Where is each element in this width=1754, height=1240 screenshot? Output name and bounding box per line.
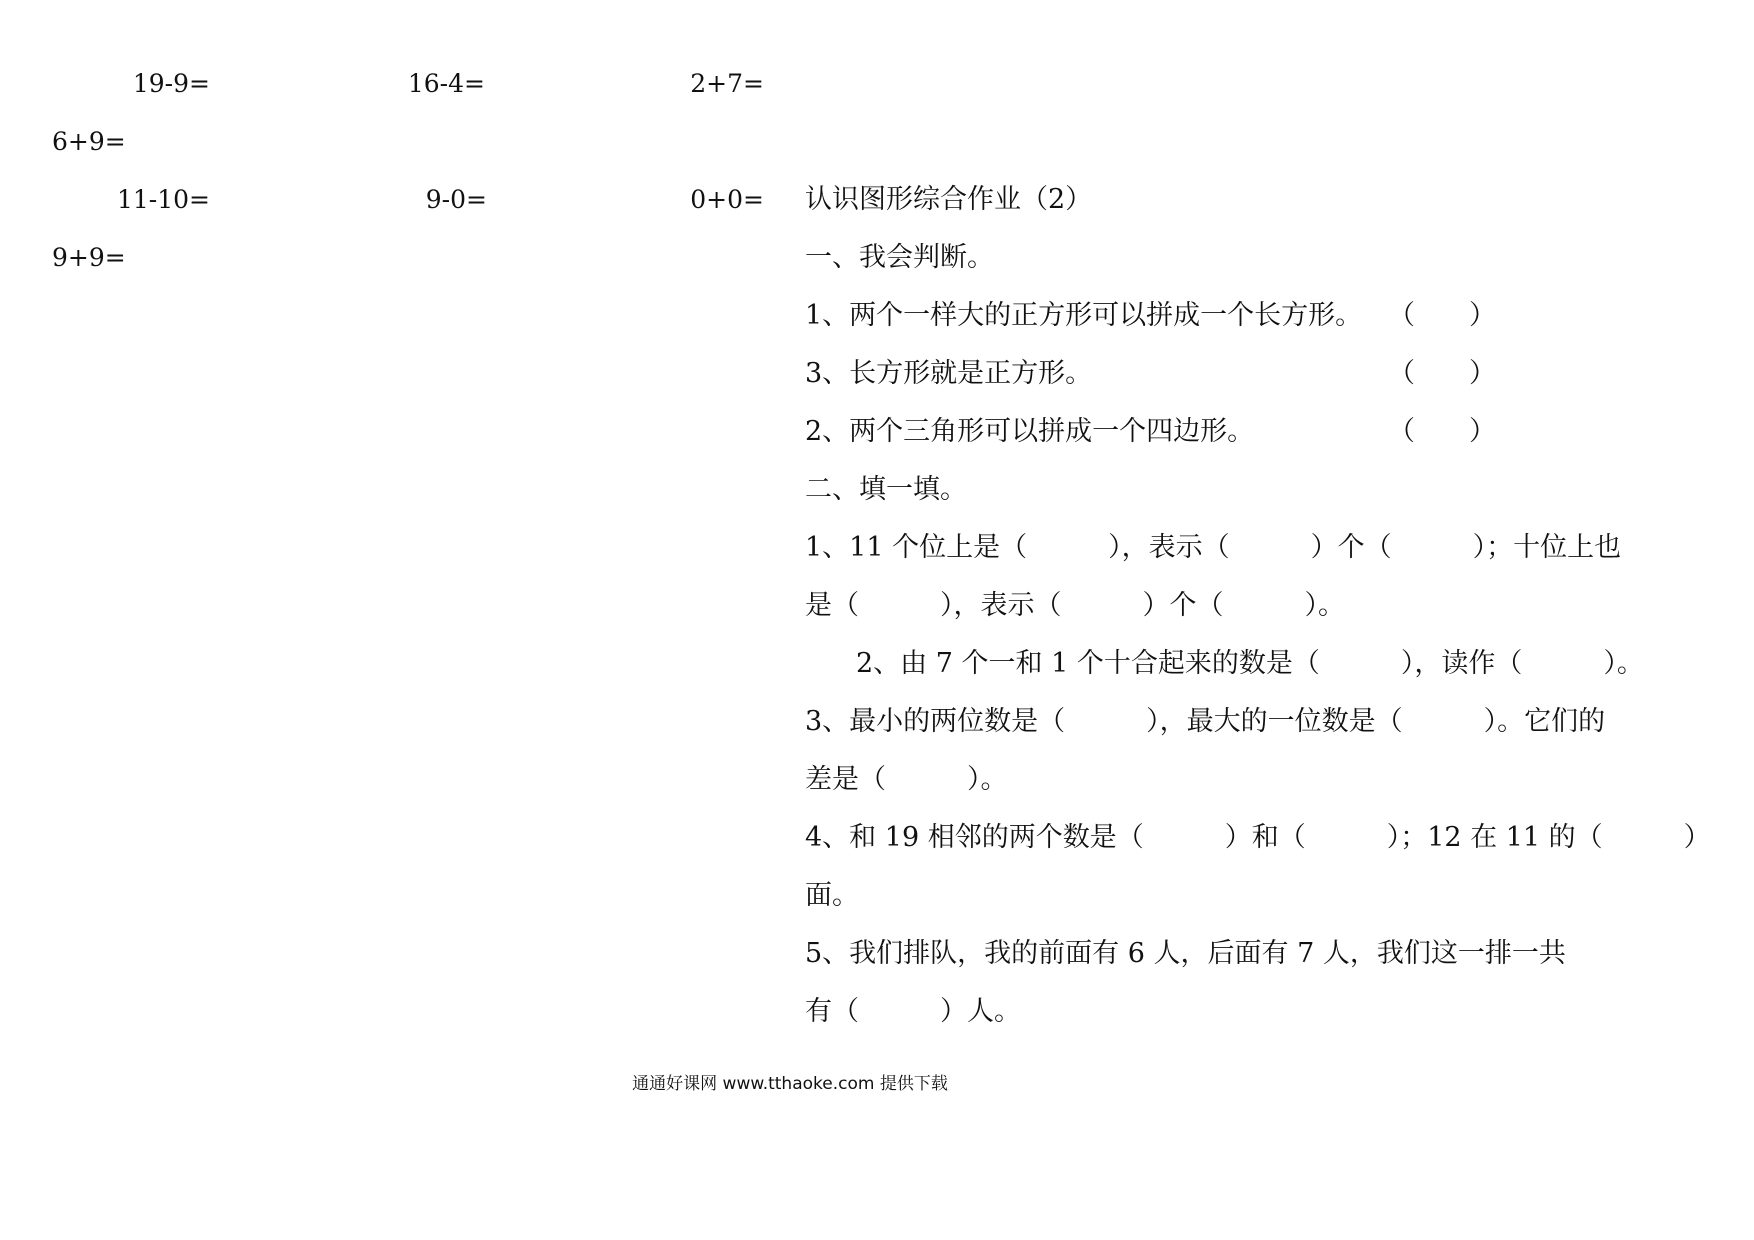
equation-11-10: 11-10= <box>116 185 210 214</box>
fill-question-3-line-2: 差是（ ）。 <box>805 764 1008 795</box>
judge-item-3-answer-blank: （ ） <box>1388 416 1496 447</box>
judge-item-1: 1、两个一样大的正方形可以拼成一个长方形。 <box>805 300 1363 331</box>
fill-question-5-line-1: 5、我们排队，我的前面有 6 人，后面有 7 人，我们这一排一共 <box>805 938 1566 969</box>
fill-question-1-line-2: 是（ ），表示（ ）个（ ）。 <box>805 590 1345 621</box>
equation-2-7: 2+7= <box>690 69 764 98</box>
fill-question-4-line-2: 面。 <box>805 880 859 911</box>
fill-question-2: 2、由 7 个一和 1 个十合起来的数是（ ），读作（ ）。 <box>856 648 1644 679</box>
worksheet-title: 认识图形综合作业（2） <box>805 184 1093 215</box>
section-judge-heading: 一、我会判断。 <box>805 242 994 273</box>
judge-item-2-answer-blank: （ ） <box>1388 358 1496 389</box>
fill-question-1-line-1: 1、11 个位上是（ ），表示（ ）个（ ）；十位上也 <box>805 532 1622 563</box>
equation-0-0: 0+0= <box>690 185 764 214</box>
fill-question-4-line-1: 4、和 19 相邻的两个数是（ ）和（ ）；12 在 11 的（ ） <box>805 822 1711 853</box>
section-fill-heading: 二、填一填。 <box>805 474 967 505</box>
fill-question-5-line-2: 有（ ）人。 <box>805 996 1021 1027</box>
equation-16-4: 16-4= <box>407 69 485 98</box>
equation-9-9: 9+9= <box>52 243 126 272</box>
equation-9-0: 9-0= <box>425 185 487 214</box>
equation-19-9: 19-9= <box>132 69 210 98</box>
judge-item-1-answer-blank: （ ） <box>1388 300 1496 331</box>
fill-question-3-line-1: 3、最小的两位数是（ ），最大的一位数是（ ）。它们的 <box>805 706 1606 737</box>
judge-item-2: 3、长方形就是正方形。 <box>805 358 1093 389</box>
judge-item-3: 2、两个三角形可以拼成一个四边形。 <box>805 416 1255 447</box>
equation-6-9: 6+9= <box>52 127 126 156</box>
footer-credit: 通通好课网 www.tthaoke.com 提供下载 <box>632 1074 948 1094</box>
